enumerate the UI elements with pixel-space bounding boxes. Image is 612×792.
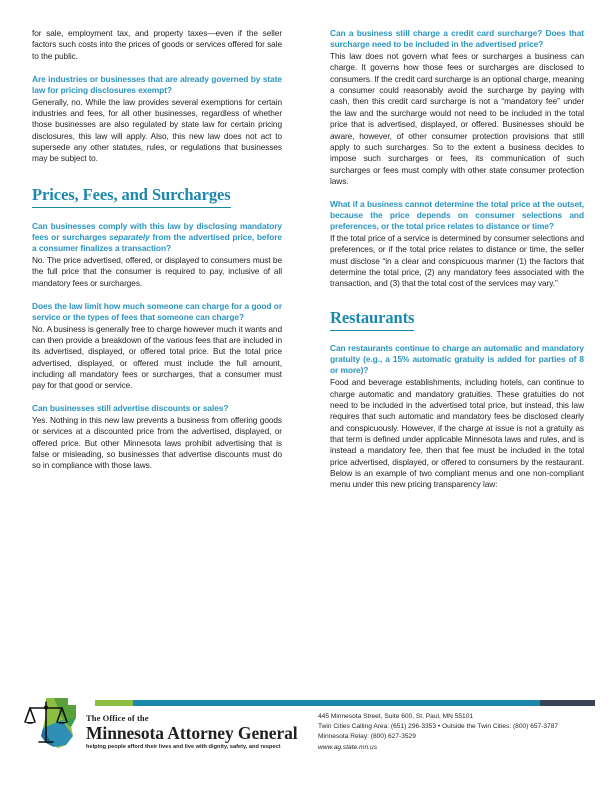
contact-phones: Twin Cities Calling Area: (651) 296-3353 • Outside the Twin Cities: (800) 657-3787 bbox=[318, 723, 559, 731]
faq-question: Can restaurants continue to charge an automatic and mandatory gratuity (e.g., a 15% automatic gratuity is added for parties of 8 or more)? bbox=[330, 342, 584, 376]
agency-logo bbox=[24, 710, 304, 772]
logo-line-tagline: helping people afford their lives and live with dignity, safety, and respect bbox=[86, 744, 281, 750]
footer-contact-info bbox=[318, 712, 598, 753]
faq-question bbox=[32, 221, 282, 255]
faq-question-emphasis: separately bbox=[109, 231, 150, 242]
contact-website[interactable]: www.ag.state.mn.us bbox=[318, 743, 378, 751]
faq-answer: Generally, no. While the law provides several exemptions for certain industries and fees, for all other businesses, regardless of whether those businesses are also regulated by state law for certain pricing disclosures, this law will apply. Also, this new law does not act to supersede any other statutes, rules, or regulations that businesses may be subject to. bbox=[32, 96, 282, 164]
section-heading-wrap-restaurants bbox=[330, 308, 584, 331]
faq-question-part: Can businesses comply with this law by disclosing mandatory fees or surcharges bbox=[32, 220, 282, 242]
faq-answer: No. A business is generally free to charge however much it wants and can then provide a breakdown of the various fees that are included in its advertised, displayed, or offered total price. But the total price advertised, displayed, or offered must include the full amount, including all mandatory fees or surcharges, that a consumer must pay for that good or service. bbox=[32, 323, 282, 391]
logo-line-minnesota-attorney-general: Minnesota Attorney General bbox=[86, 723, 298, 743]
contact-relay: Minnesota Relay: (800) 627-3529 bbox=[318, 733, 416, 741]
faq-question: Are industries or businesses that are already governed by state law for pricing disclosures exempt? bbox=[32, 73, 282, 95]
continued-paragraph: for sale, employment tax, and property taxes—even if the seller factors such costs into the prices of goods or services offered for sale to the public. bbox=[32, 28, 282, 61]
agency-logo-text bbox=[86, 713, 304, 751]
faq-answer: Food and beverage establishments, including hotels, can continue to charge automatic and mandatory gratuities. These gratuities do not need to be included in the advertised total price, but instead, this law requires that such automatic and mandatory fees be disclosed clearly and conspicuously. However, if the charge at issue is not a gratuity as that term is defined under applicable Minnesota laws and rules, and is instead a mandatory fee, then that fee must be included in the total price advertised, displayed, or offered to consumers by the restaurant. Below is an example of two compliant menus and one non-compliant menu under this new pricing transparency law: bbox=[330, 377, 584, 490]
right-column bbox=[306, 0, 612, 700]
section-heading-restaurants: Restaurants bbox=[330, 308, 414, 331]
faq-question: Does the law limit how much someone can charge for a good or service or the types of fees that someone can charge? bbox=[32, 300, 282, 322]
faq-question: Can businesses still advertise discounts or sales? bbox=[32, 403, 229, 414]
faq-answer: This law does not govern what fees or surcharges a business can charge. It governs how those fees or surcharges are disclosed to consumers. If the credit card surcharge is an optional charge, meaning a consumer could reasonably avoid the surcharge by paying with cash, then this credit card surcharge is not a “mandatory fee” under the law and the surcharge would not need to be included in the total price that is advertised, displayed, or offered. Businesses should be aware, however, of other consumer protection provisions that still apply to such surcharges. So to the extent a business decides to impose such surcharges or fees, its communication of such surcharges or fees must comply with other state consumer protection laws. bbox=[330, 51, 584, 186]
left-column bbox=[0, 0, 306, 700]
faq-answer: Yes. Nothing in this new law prevents a business from offering goods or services at a discounted price from the advertised, displayed, or offered price. But other Minnesota laws prohibit advertising that is false or misleading, so businesses that advertise discounts must do so in compliance with those laws. bbox=[32, 415, 282, 471]
faq-question: Can a business still charge a credit card surcharge? Does that surcharge need to be included in the advertised price? bbox=[330, 28, 584, 50]
faq-answer: No. The price advertised, offered, or displayed to consumers must be the full price that the consumer is required to pay, inclusive of all mandatory fees or surcharges. bbox=[32, 255, 282, 288]
section-heading-wrap-prices bbox=[32, 185, 282, 208]
faq-answer: If the total price of a service is determined by consumer selections and preferences, or if the total price relates to distance or time, the seller must disclose “in a clear and conspicuous manner (1) the factors that determine the total price, (2) any mandatory fees associated with the transaction, and (3) that the total cost of the services may vary.” bbox=[330, 233, 584, 289]
page-footer bbox=[0, 700, 612, 792]
section-heading-prices-fees-surcharges: Prices, Fees, and Surcharges bbox=[32, 185, 231, 208]
footer-content bbox=[0, 706, 612, 792]
faq-question: What if a business cannot determine the total price at the outset, because the price depends on consumer selections and preferences, or the total price relates to distance or time? bbox=[330, 198, 584, 232]
contact-address: 445 Minnesota Street, Suite 600, St. Paul, MN 55101 bbox=[318, 713, 474, 720]
logo-line-office-of-the: The Office of the bbox=[86, 713, 149, 723]
faq-question-part: from the advertised price, before a consumer finalizes a transaction? bbox=[32, 231, 282, 254]
